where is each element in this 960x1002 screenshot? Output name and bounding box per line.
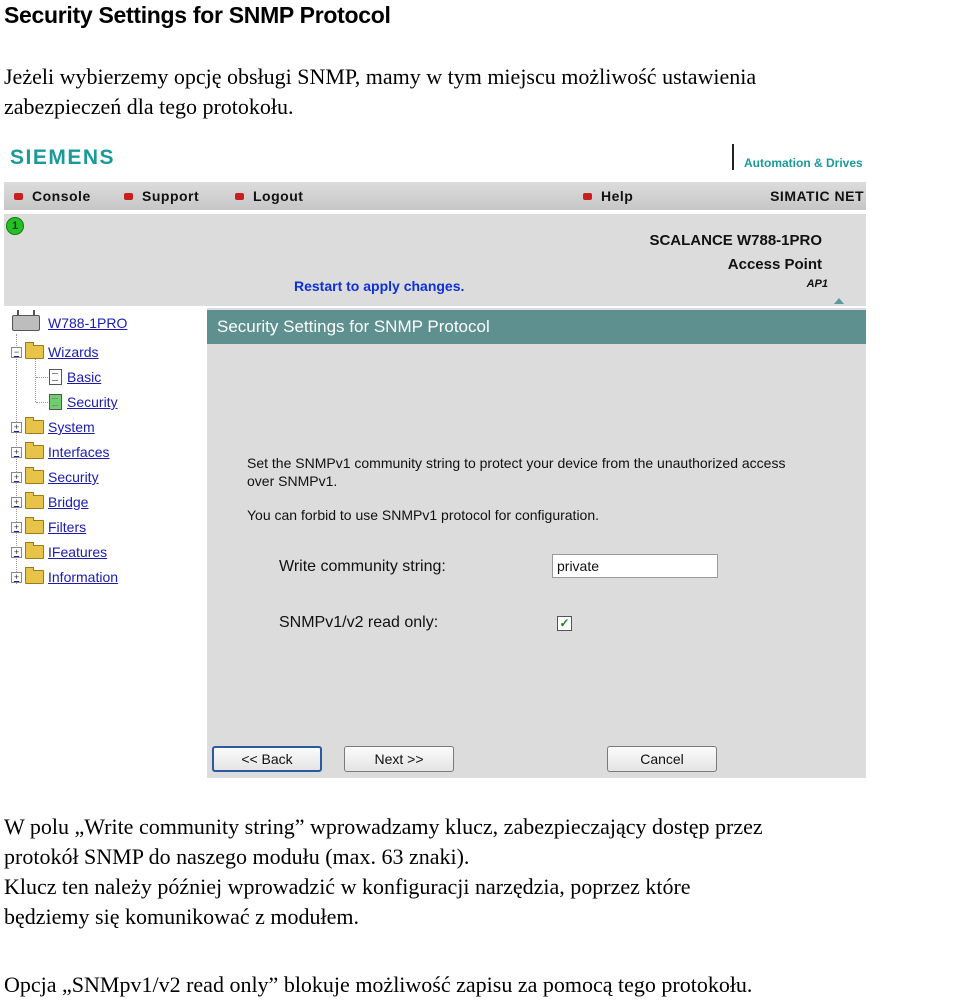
folder-icon bbox=[25, 495, 44, 509]
tree-item-bridge[interactable] bbox=[11, 491, 88, 513]
scroll-up-icon[interactable] bbox=[834, 298, 844, 304]
panel-title: Security Settings for SNMP Protocol bbox=[207, 310, 866, 344]
tree-item-filters[interactable] bbox=[11, 516, 86, 538]
tree-connector bbox=[36, 377, 48, 378]
folder-icon bbox=[25, 445, 44, 459]
menu-support[interactable] bbox=[124, 188, 199, 204]
tree-item-label: System bbox=[48, 419, 95, 435]
body-line-2: protokół SNMP do naszego modułu (max. 63 znaki). bbox=[4, 844, 470, 869]
tree-item-security[interactable] bbox=[11, 466, 99, 488]
menu-help[interactable] bbox=[583, 188, 633, 204]
tree-item-wizards[interactable] bbox=[11, 341, 99, 363]
device-icon bbox=[12, 315, 40, 331]
simatic-net-label: SIMATIC NET bbox=[770, 188, 864, 204]
tree-item-label: Bridge bbox=[48, 494, 89, 510]
menu-logout-label: Logout bbox=[253, 188, 304, 204]
device-name: SCALANCE W788-1PRO bbox=[649, 232, 822, 249]
expand-icon[interactable]: + bbox=[11, 447, 22, 458]
menu-bullet-icon bbox=[124, 193, 133, 200]
tree-item-label: Filters bbox=[48, 519, 87, 535]
tree-item-label: Security bbox=[48, 469, 99, 485]
document-title: Security Settings for SNMP Protocol bbox=[4, 2, 391, 28]
page-active-icon bbox=[49, 394, 62, 410]
write-community-input[interactable] bbox=[552, 554, 718, 578]
menu-bullet-icon bbox=[14, 193, 23, 200]
menu-logout[interactable] bbox=[235, 188, 303, 204]
device-id: AP1 bbox=[806, 278, 828, 290]
intro-line-1: Jeżeli wybierzemy opcję obsługi SNMP, mamy w tym miejscu możliwość ustawienia bbox=[4, 64, 757, 89]
tree-item-label: Information bbox=[48, 569, 119, 585]
intro-line-2: zabezpieczeń dla tego protokołu. bbox=[4, 94, 294, 119]
body-line-3: Klucz ten należy później wprowadzić w konfiguracji narzędzia, poprzez które bbox=[4, 874, 691, 899]
expand-icon[interactable]: + bbox=[11, 497, 22, 508]
back-button[interactable]: << Back bbox=[212, 746, 322, 772]
router-config-screenshot bbox=[4, 142, 866, 778]
menu-support-label: Support bbox=[142, 188, 200, 204]
menu-console[interactable] bbox=[14, 188, 91, 204]
tree-item-interfaces[interactable] bbox=[11, 441, 109, 463]
tree-item-label: Interfaces bbox=[48, 444, 110, 460]
description-line-1: Set the SNMPv1 community string to protect your device from the unauthorized access bbox=[247, 455, 786, 471]
expand-icon[interactable]: + bbox=[11, 547, 22, 558]
write-community-label: Write community string: bbox=[279, 558, 446, 575]
expand-icon[interactable]: + bbox=[11, 472, 22, 483]
folder-icon bbox=[25, 420, 44, 434]
status-led-icon[interactable]: 1 bbox=[6, 217, 24, 235]
footer-paragraph: Opcja „SNMpv1/v2 read only” blokuje możliwość zapisu za pomocą tego protokołu. bbox=[4, 972, 753, 997]
description-line-2: over SNMPv1. bbox=[247, 473, 338, 489]
page-icon bbox=[49, 369, 62, 385]
menu-bullet-icon bbox=[583, 193, 592, 200]
tree-item-ifeatures[interactable] bbox=[11, 541, 107, 563]
panel-description bbox=[247, 454, 837, 490]
panel-note: You can forbid to use SNMPv1 protocol for configuration. bbox=[247, 507, 600, 523]
read-only-checkbox[interactable]: ✓ bbox=[557, 616, 572, 631]
tree-root[interactable] bbox=[12, 312, 127, 334]
expand-icon[interactable]: + bbox=[11, 572, 22, 583]
body-line-4: będziemy się komunikować z modułem. bbox=[4, 904, 359, 929]
intro-paragraph bbox=[4, 62, 756, 122]
folder-icon bbox=[25, 470, 44, 484]
tree-item-system[interactable] bbox=[11, 416, 95, 438]
device-type: Access Point bbox=[727, 256, 822, 273]
tree-item-label: Security bbox=[67, 394, 118, 410]
menu-console-label: Console bbox=[32, 188, 91, 204]
navigation-tree bbox=[4, 308, 204, 778]
cancel-button[interactable]: Cancel bbox=[607, 746, 717, 772]
brand-tagline: Automation & Drives bbox=[744, 156, 863, 170]
menu-help-label: Help bbox=[601, 188, 634, 204]
tree-connector bbox=[36, 402, 48, 403]
folder-icon bbox=[25, 570, 44, 584]
tree-item-security-wizard[interactable] bbox=[49, 391, 118, 413]
menu-bullet-icon bbox=[235, 193, 244, 200]
device-header bbox=[4, 214, 866, 306]
tree-item-label: IFeatures bbox=[48, 544, 108, 560]
top-menubar bbox=[4, 182, 866, 210]
body-paragraph bbox=[4, 812, 763, 932]
next-button[interactable]: Next >> bbox=[344, 746, 454, 772]
folder-open-icon bbox=[25, 345, 44, 359]
settings-panel bbox=[207, 308, 866, 778]
body-line-1: W polu „Write community string” wprowadzamy klucz, zabezpieczający dostęp przez bbox=[4, 814, 763, 839]
collapse-icon[interactable]: − bbox=[11, 347, 22, 358]
folder-icon bbox=[25, 520, 44, 534]
tree-item-basic[interactable] bbox=[49, 366, 101, 388]
expand-icon[interactable]: + bbox=[11, 522, 22, 533]
restart-notice[interactable]: Restart to apply changes. bbox=[294, 278, 465, 294]
tree-item-label: Wizards bbox=[48, 344, 99, 360]
siemens-logo: SIEMENS bbox=[10, 146, 116, 169]
tree-item-information[interactable] bbox=[11, 566, 118, 588]
folder-icon bbox=[25, 545, 44, 559]
read-only-label: SNMPv1/v2 read only: bbox=[279, 614, 439, 631]
tree-item-label: Basic bbox=[67, 369, 102, 385]
brand-divider bbox=[732, 144, 734, 170]
brand-row bbox=[4, 142, 866, 182]
tree-root-label: W788-1PRO bbox=[48, 315, 128, 331]
expand-icon[interactable]: + bbox=[11, 422, 22, 433]
